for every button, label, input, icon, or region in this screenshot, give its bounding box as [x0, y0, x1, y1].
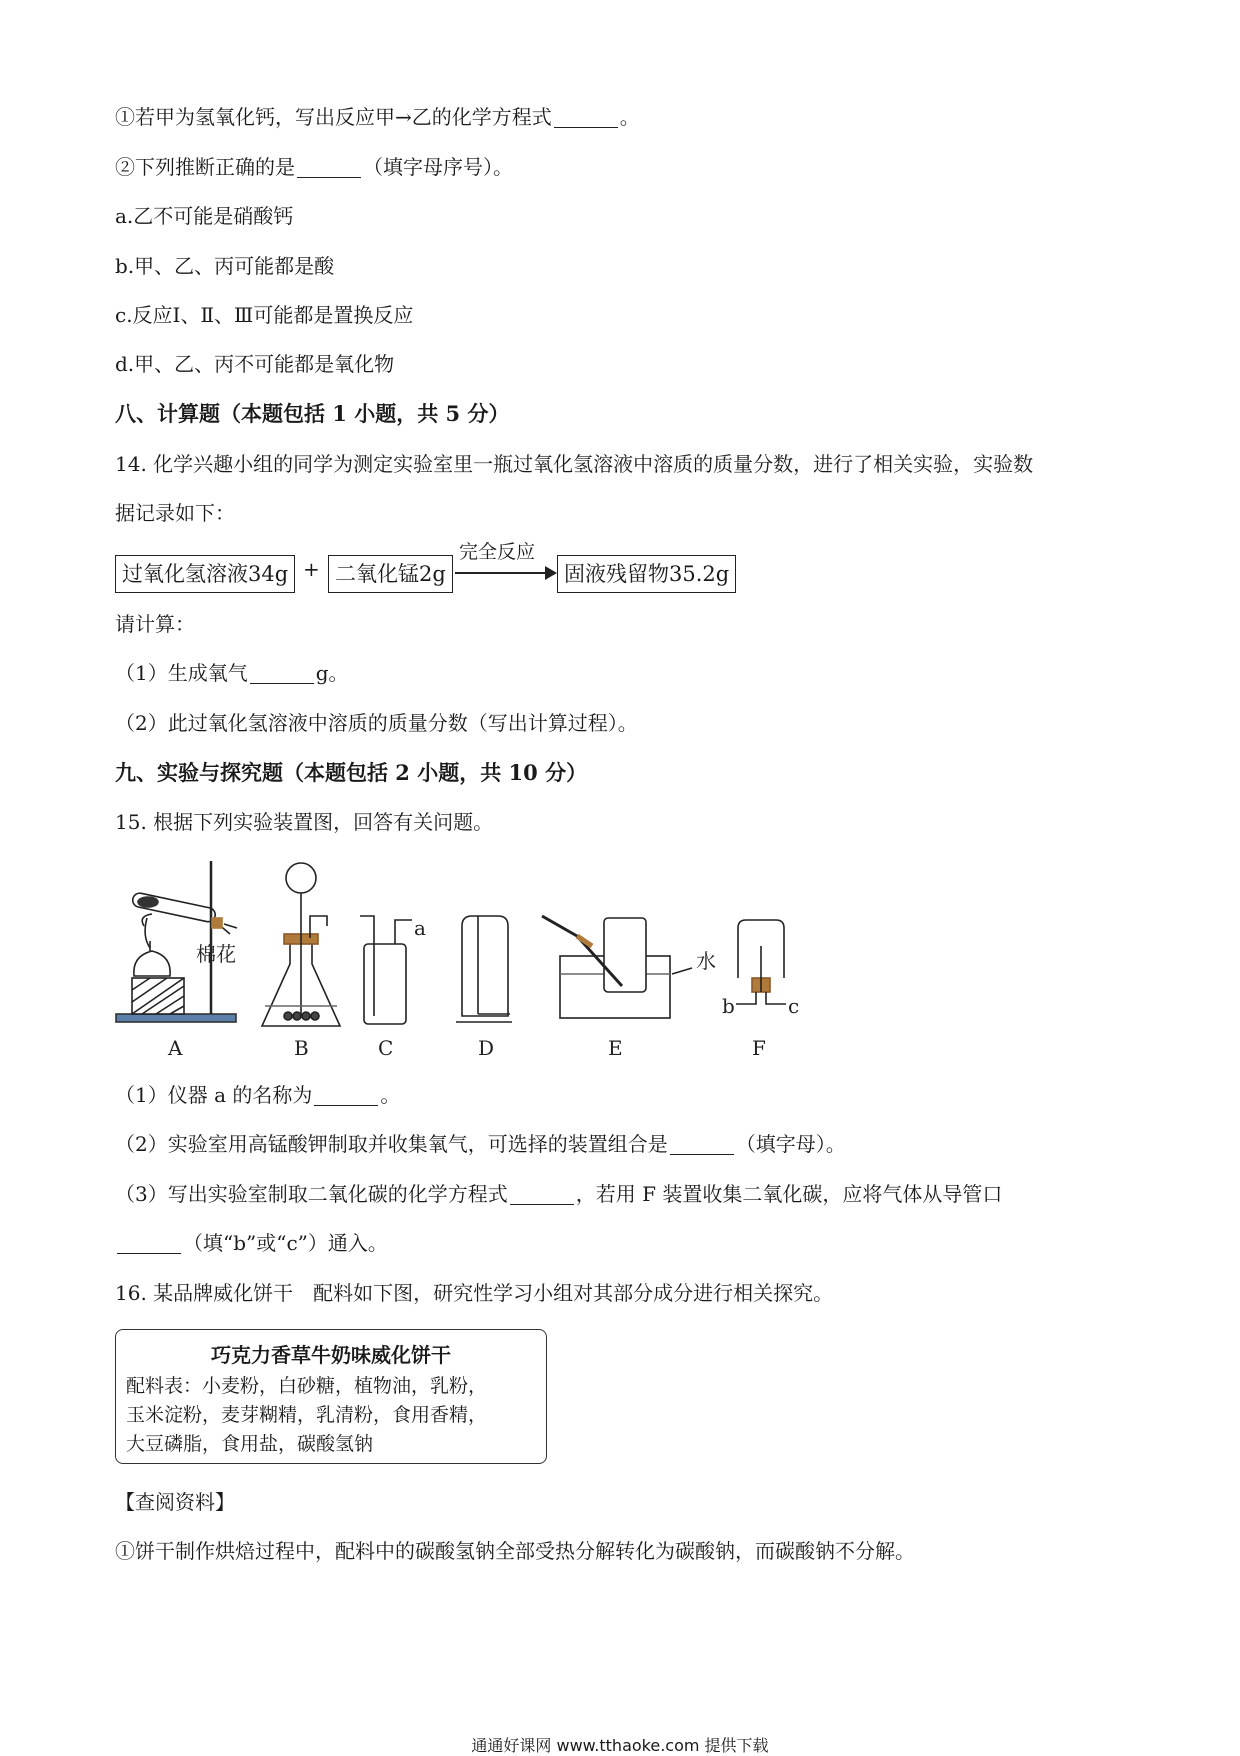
answer-blank[interactable] [314, 1085, 378, 1106]
answer-blank[interactable] [297, 157, 361, 178]
apparatus-figure [112, 856, 912, 1066]
q15-part3-cont: （填“b”或“c”）通入。 [115, 1229, 388, 1257]
ingredient-list [126, 1372, 536, 1459]
section-8-heading: 八、计算题（本题包括 1 小题，共 5 分） [115, 401, 510, 426]
page-footer: 通通好课网 www.tthaoke.com 提供下载 [471, 1736, 769, 1755]
apparatus-C [360, 916, 412, 1024]
apparatus-D [456, 916, 512, 1022]
q13-option-c: c.反应Ⅰ、Ⅱ、Ⅲ可能都是置换反应 [115, 303, 414, 327]
answer-blank[interactable] [117, 1233, 181, 1254]
apparatus-label-D: D [478, 1036, 495, 1060]
apparatus-B [262, 863, 340, 1026]
answer-blank[interactable] [250, 663, 314, 684]
q14-prompt: 请计算： [115, 612, 195, 636]
label-a: a [414, 916, 426, 940]
ingredient-box [115, 1329, 547, 1464]
ingredient-line: 配料表：小麦粉，白砂糖，植物油，乳粉， [126, 1375, 488, 1397]
ingredient-line: 大豆磷脂，食用盐，碳酸氢钠 [126, 1433, 374, 1455]
label-b: b [722, 994, 735, 1018]
q16-ref-heading: 【查阅资料】 [115, 1490, 235, 1514]
ingredient-line: 玉米淀粉，麦芽糊精，乳清粉，食用香精， [126, 1404, 488, 1426]
q15-part2: （2）实验室用高锰酸钾制取并收集氧气，可选择的装置组合是 （填字母）。 [115, 1132, 846, 1156]
apparatus-F [736, 920, 786, 1004]
flow-box-h2o2: 过氧化氢溶液34g [115, 555, 295, 593]
q15-part1: （1）仪器 a 的名称为 。 [115, 1083, 401, 1107]
q16-stem: 16. 某品牌威化饼干 配料如下图，研究性学习小组对其部分成分进行相关探究。 [115, 1281, 834, 1305]
q14-part2: （2）此过氧化氢溶液中溶质的质量分数（写出计算过程）。 [115, 711, 638, 735]
flow-arrow [455, 572, 551, 574]
q13-option-d: d.甲、乙、丙不可能都是氧化物 [115, 352, 395, 376]
q13-sub1: ①若甲为氢氧化钙，写出反应甲→乙的化学方程式 。 [115, 105, 640, 129]
q15-stem: 15. 根据下列实验装置图，回答有关问题。 [115, 810, 494, 834]
ingredient-title: 巧克力香草牛奶味威化饼干 [211, 1343, 451, 1367]
label-cotton: 棉花 [196, 942, 236, 966]
flow-box-mno2: 二氧化锰2g [328, 555, 453, 593]
q13-option-a: a.乙不可能是硝酸钙 [115, 204, 294, 228]
label-c: c [788, 994, 800, 1018]
q13-option-b: b.甲、乙、丙可能都是酸 [115, 254, 335, 278]
answer-blank[interactable] [670, 1134, 734, 1155]
q13-sub2: ②下列推断正确的是 （填字母序号）。 [115, 155, 513, 179]
flow-box-residue: 固液残留物35.2g [557, 555, 736, 593]
flow-plus: + [303, 557, 320, 581]
apparatus-label-C: C [378, 1036, 394, 1060]
apparatus-label-E: E [608, 1036, 623, 1060]
q16-ref1: ①饼干制作烘焙过程中，配料中的碳酸氢钠全部受热分解转化为碳酸钠，而碳酸钠不分解。 [115, 1539, 915, 1563]
answer-blank[interactable] [554, 107, 618, 128]
apparatus-label-F: F [752, 1036, 766, 1060]
label-water: 水 [696, 949, 716, 973]
flow-arrowhead [545, 566, 557, 580]
apparatus-label-B: B [294, 1036, 309, 1060]
apparatus-E [542, 916, 692, 1018]
q14-part1: （1）生成氧气 g。 [115, 661, 349, 685]
answer-blank[interactable] [510, 1184, 574, 1205]
section-9-heading: 九、实验与探究题（本题包括 2 小题，共 10 分） [115, 760, 588, 785]
apparatus-label-A: A [168, 1036, 183, 1060]
q14-stem-line2: 据记录如下： [115, 501, 235, 525]
q15-part3: （3）写出实验室制取二氧化碳的化学方程式 ，若用 F 装置收集二氧化碳，应将气体从导管口 [115, 1182, 1003, 1206]
q14-stem-line1: 14. 化学兴趣小组的同学为测定实验室里一瓶过氧化氢溶液中溶质的质量分数，进行了相关实验，实验数 [115, 452, 1034, 476]
flow-arrow-label: 完全反应 [459, 541, 536, 563]
